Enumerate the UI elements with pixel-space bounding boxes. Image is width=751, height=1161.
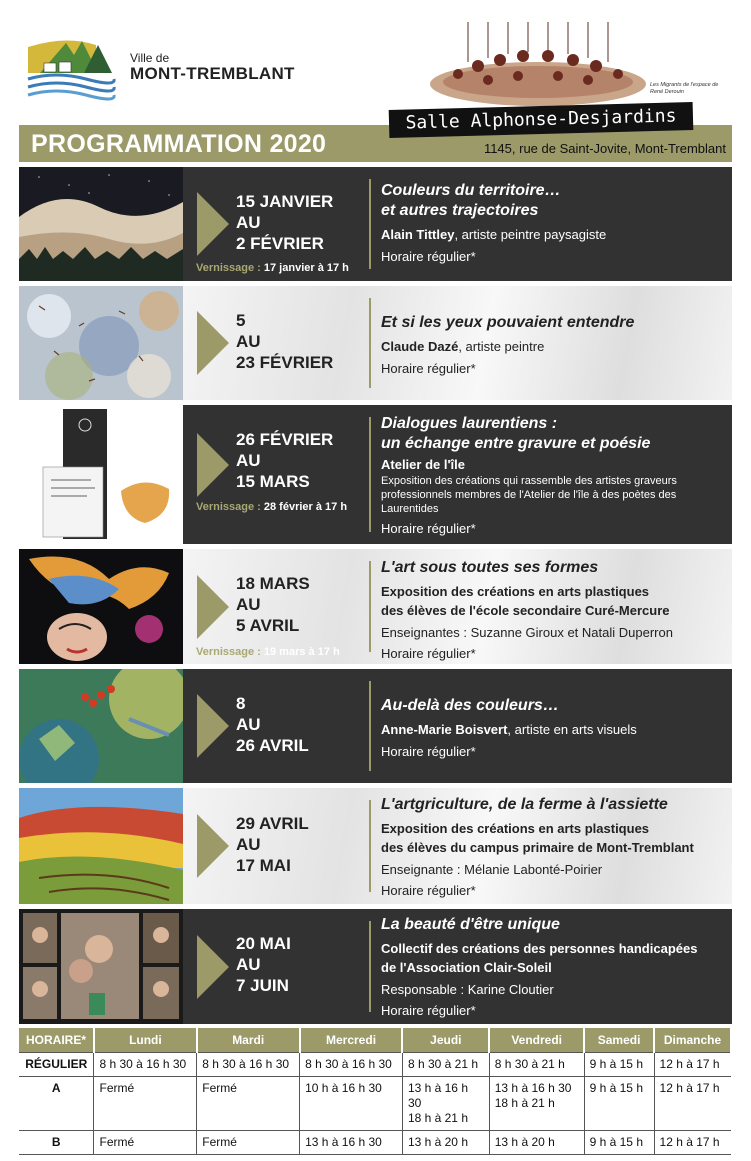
event-bold-line-1: Exposition des créations en arts plastiques xyxy=(381,821,650,836)
table-row xyxy=(19,1077,731,1131)
table-cell: 13 h à 16 h 30 18 h à 21 h xyxy=(402,1077,489,1131)
event-horaire: Horaire régulier* xyxy=(381,521,476,536)
date-to: AU xyxy=(236,955,261,974)
arrow-icon xyxy=(197,192,229,256)
mountain-logo-icon xyxy=(26,33,116,105)
artwork-image xyxy=(19,405,183,544)
table-cell: 9 h à 15 h xyxy=(584,1131,654,1155)
sculpture-credit: Les Migrants de l'espace de René Derouin xyxy=(650,82,719,95)
divider xyxy=(369,561,371,652)
town-name: MONT-TREMBLANT xyxy=(130,64,295,83)
event-artist: Alain Tittley, artiste peintre paysagiste xyxy=(381,227,607,242)
event-card xyxy=(19,405,732,544)
divider xyxy=(369,417,371,532)
event-card xyxy=(19,788,732,904)
vernissage: Vernissage : 19 mars à 17 h xyxy=(196,646,340,658)
table-cell: 8 h 30 à 16 h 30 xyxy=(94,1053,197,1077)
event-bold-line-2: des élèves de l'école secondaire Curé-Mercure xyxy=(381,603,670,618)
column-header: Vendredi xyxy=(489,1028,584,1053)
table-cell: Fermé xyxy=(197,1077,300,1131)
event-artist: Claude Dazé, artiste peintre xyxy=(381,339,545,354)
event-artist: Atelier de l'île xyxy=(381,457,466,472)
event-bold-line-1: Collectif des créations des personnes handicapées xyxy=(381,941,698,956)
table-cell: Fermé xyxy=(197,1131,300,1155)
event-bold-line-2: de l'Association Clair-Soleil xyxy=(381,960,552,975)
arrow-icon xyxy=(197,694,229,758)
date-to: AU xyxy=(236,213,261,232)
arrow-icon xyxy=(197,433,229,497)
event-title: Au-delà des couleurs… xyxy=(381,697,559,714)
town-prefix: Ville de xyxy=(130,51,170,65)
event-card xyxy=(19,909,732,1024)
date-start: 18 MARS xyxy=(236,574,310,593)
table-cell: 9 h à 15 h xyxy=(584,1053,654,1077)
date-to: AU xyxy=(236,332,261,351)
arrow-icon xyxy=(197,814,229,878)
table-cell: 8 h 30 à 16 h 30 xyxy=(197,1053,300,1077)
divider xyxy=(369,800,371,892)
date-end: 7 JUIN xyxy=(236,976,289,995)
divider xyxy=(369,681,371,771)
event-title: Et si les yeux pouvaient entendre xyxy=(381,314,635,331)
schedule-table xyxy=(19,1028,732,1155)
event-card xyxy=(19,286,732,400)
table-cell: 12 h à 17 h xyxy=(654,1053,731,1077)
sculpture-image xyxy=(428,22,648,108)
date-start: 5 xyxy=(236,311,246,330)
table-cell: 13 h à 16 h 30 xyxy=(300,1131,403,1155)
artwork-image xyxy=(19,788,183,904)
event-title: Dialogues laurentiens : un échange entre gravure et poésie xyxy=(381,415,651,452)
table-cell: 13 h à 20 h xyxy=(402,1131,489,1155)
artwork-image xyxy=(19,669,183,783)
column-header: Lundi xyxy=(94,1028,197,1053)
event-title: L'artgriculture, de la ferme à l'assiette xyxy=(381,796,668,813)
event-artist: Anne-Marie Boisvert, artiste en arts visuels xyxy=(381,722,637,737)
date-start: 20 MAI xyxy=(236,934,291,953)
row-label: B xyxy=(19,1131,94,1155)
arrow-icon xyxy=(197,575,229,639)
date-end: 5 AVRIL xyxy=(236,616,300,635)
event-horaire: Horaire régulier* xyxy=(381,883,476,898)
date-end: 2 FÉVRIER xyxy=(236,234,324,253)
row-label: A xyxy=(19,1077,94,1131)
date-start: 26 FÉVRIER xyxy=(236,430,334,449)
divider xyxy=(369,921,371,1012)
table-cell: 8 h 30 à 21 h xyxy=(489,1053,584,1077)
date-to: AU xyxy=(236,835,261,854)
table-row xyxy=(19,1053,731,1077)
event-horaire: Horaire régulier* xyxy=(381,646,476,661)
vernissage: Vernissage : 17 janvier à 17 h xyxy=(196,262,349,274)
event-title: Couleurs du territoire… et autres trajectoires xyxy=(381,182,561,219)
column-header: Mardi xyxy=(197,1028,300,1053)
event-horaire: Horaire régulier* xyxy=(381,249,476,264)
date-start: 29 AVRIL xyxy=(236,814,309,833)
table-cell: 13 h à 20 h xyxy=(489,1131,584,1155)
arrow-icon xyxy=(197,311,229,375)
column-header: HORAIRE* xyxy=(19,1028,94,1053)
column-header: Mercredi xyxy=(300,1028,403,1053)
address: 1145, rue de Saint-Jovite, Mont-Tremblant xyxy=(483,141,726,156)
artwork-image xyxy=(19,549,183,664)
date-end: 26 AVRIL xyxy=(236,736,309,755)
event-card xyxy=(19,669,732,783)
table-cell: 12 h à 17 h xyxy=(654,1131,731,1155)
table-row xyxy=(19,1131,731,1155)
date-to: AU xyxy=(236,595,261,614)
artwork-image xyxy=(19,167,183,281)
column-header: Jeudi xyxy=(402,1028,489,1053)
event-title: La beauté d'être unique xyxy=(381,916,560,933)
event-horaire: Horaire régulier* xyxy=(381,1003,476,1018)
event-description: Exposition des créations qui rassemble des artistes graveurs professionnels membres de l'Atelier de l'île à des poètes des Laurentides xyxy=(381,475,677,515)
vernissage: Vernissage : 28 février à 17 h xyxy=(196,501,348,513)
page-title: PROGRAMMATION 2020 xyxy=(31,130,327,158)
row-label: RÉGULIER xyxy=(19,1053,94,1077)
date-start: 8 xyxy=(236,694,246,713)
date-to: AU xyxy=(236,451,261,470)
date-start: 15 JANVIER xyxy=(236,192,334,211)
event-title: L'art sous toutes ses formes xyxy=(381,559,599,576)
arrow-icon xyxy=(197,935,229,999)
table-cell: Fermé xyxy=(94,1131,197,1155)
event-horaire: Horaire régulier* xyxy=(381,361,476,376)
artwork-image xyxy=(19,286,183,400)
table-cell: 9 h à 15 h xyxy=(584,1077,654,1131)
column-header: Dimanche xyxy=(654,1028,731,1053)
event-horaire: Horaire régulier* xyxy=(381,744,476,759)
date-end: 23 FÉVRIER xyxy=(236,353,334,372)
table-cell: 13 h à 16 h 30 18 h à 21 h xyxy=(489,1077,584,1131)
divider xyxy=(369,298,371,388)
town-logo xyxy=(26,33,116,105)
date-end: 15 MARS xyxy=(236,472,310,491)
event-bold-line-2: des élèves du campus primaire de Mont-Tremblant xyxy=(381,840,694,855)
date-to: AU xyxy=(236,715,261,734)
event-role: Enseignante : Mélanie Labonté-Poirier xyxy=(381,862,603,877)
date-end: 17 MAI xyxy=(236,856,291,875)
table-cell: Fermé xyxy=(94,1077,197,1131)
table-header-row xyxy=(19,1028,731,1053)
venue-name: Salle Alphonse-Desjardins xyxy=(389,102,694,138)
table-cell: 8 h 30 à 21 h xyxy=(402,1053,489,1077)
table-cell: 10 h à 16 h 30 xyxy=(300,1077,403,1131)
column-header: Samedi xyxy=(584,1028,654,1053)
event-role: Responsable : Karine Cloutier xyxy=(381,982,554,997)
event-card xyxy=(19,549,732,664)
table-cell: 12 h à 17 h xyxy=(654,1077,731,1131)
artwork-image xyxy=(19,909,183,1024)
table-cell: 8 h 30 à 16 h 30 xyxy=(300,1053,403,1077)
event-card xyxy=(19,167,732,281)
divider xyxy=(369,179,371,269)
event-bold-line-1: Exposition des créations en arts plastiques xyxy=(381,584,650,599)
event-role: Enseignantes : Suzanne Giroux et Natali Duperron xyxy=(381,625,673,640)
